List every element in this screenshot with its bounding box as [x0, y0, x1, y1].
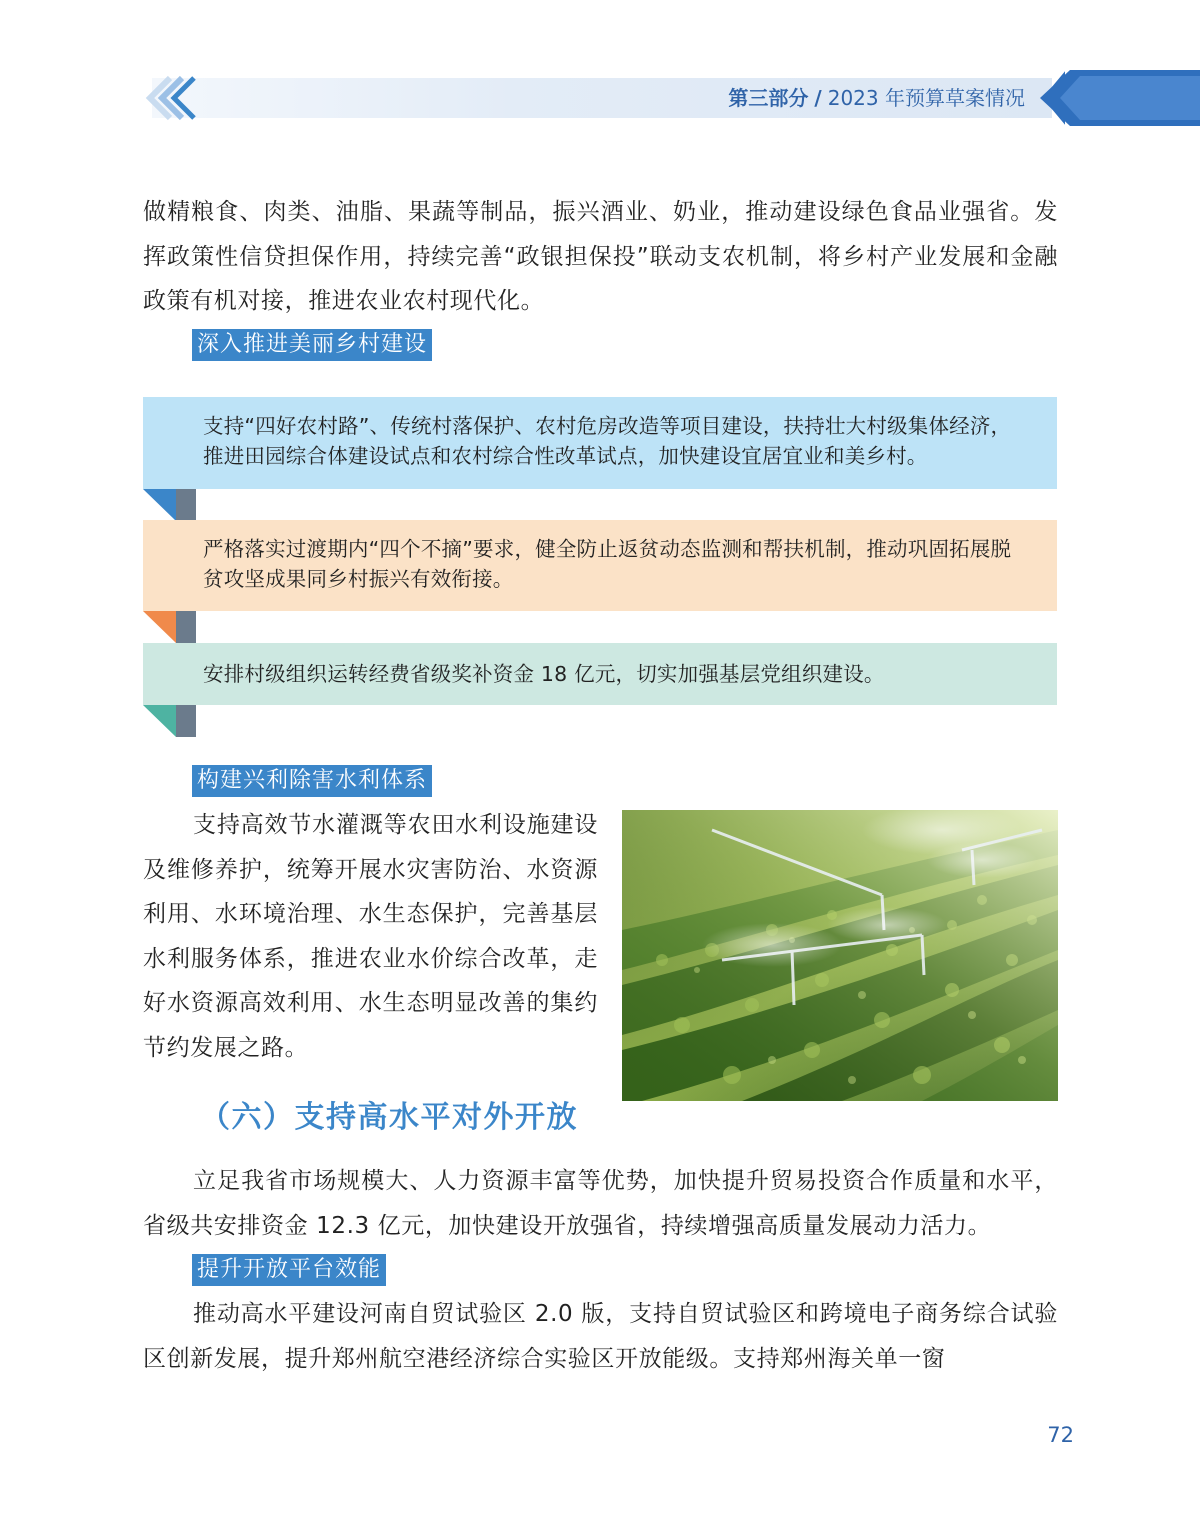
section-6-title: （六）支持高水平对外开放	[200, 1100, 578, 1135]
info-box-orange: 严格落实过渡期内“四个不摘”要求，健全防止返贫动态监测和帮扶机制，推动巩固拓展脱贫攻坚成果同乡村振兴有效衔接。	[143, 520, 1057, 611]
box-fold-corner-teal	[143, 705, 196, 737]
header-tab-shape	[1040, 70, 1200, 126]
platform-heading: 提升开放平台效能	[192, 1254, 386, 1286]
page-number: 72	[1047, 1423, 1074, 1447]
header-part: 第三部分	[728, 86, 809, 110]
intro-paragraph: 做精粮食、肉类、油脂、果蔬等制品，振兴酒业、奶业，推动建设绿色食品业强省。发挥政策性信贷担保作用，持续完善“政银担保投”联动支农机制，将乡村产业发展和金融政策有机对接，推进农业农村现代化。	[143, 199, 1058, 314]
irrigation-field-photo	[622, 810, 1058, 1101]
rural-heading: 深入推进美丽乡村建设	[192, 329, 432, 361]
info-box-blue: 支持“四好农村路”、传统村落保护、农村危房改造等项目建设，扶持壮大村级集体经济，推进田园综合体建设试点和农村综合性改革试点，加快建设宜居宜业和美乡村。	[143, 397, 1057, 489]
water-heading: 构建兴利除害水利体系	[192, 765, 432, 797]
platform-paragraph: 推动高水平建设河南自贸试验区 2.0 版，支持自贸试验区和跨境电子商务综合试验区创新发展，提升郑州航空港经济综合实验区开放能级。支持郑州海关单一窗	[143, 1301, 1058, 1372]
chevron-left-icon	[140, 72, 200, 124]
water-paragraph: 支持高效节水灌溉等农田水利设施建设及维修养护，统筹开展水灾害防治、水资源利用、水环境治理、水生态保护，完善基层水利服务体系，推进农业水价综合改革，走好水资源高效利用、水生态明显改善的集约节约发展之路。	[143, 812, 598, 1061]
box-fold-corner-orange	[143, 611, 196, 643]
header-title	[728, 84, 1025, 112]
section-6-paragraph: 立足我省市场规模大、人力资源丰富等优势，加快提升贸易投资合作质量和水平，省级共安排资金 12.3 亿元，加快建设开放强省，持续增强高质量发展动力活力。	[143, 1168, 1058, 1239]
header-subtitle: 2023 年预算草案情况	[827, 86, 1025, 110]
box-fold-corner-blue	[143, 489, 196, 521]
header-separator: /	[814, 86, 822, 110]
info-box-teal: 安排村级组织运转经费省级奖补资金 18 亿元，切实加强基层党组织建设。	[143, 643, 1057, 705]
irrigation-field-illustration	[622, 810, 1058, 1101]
